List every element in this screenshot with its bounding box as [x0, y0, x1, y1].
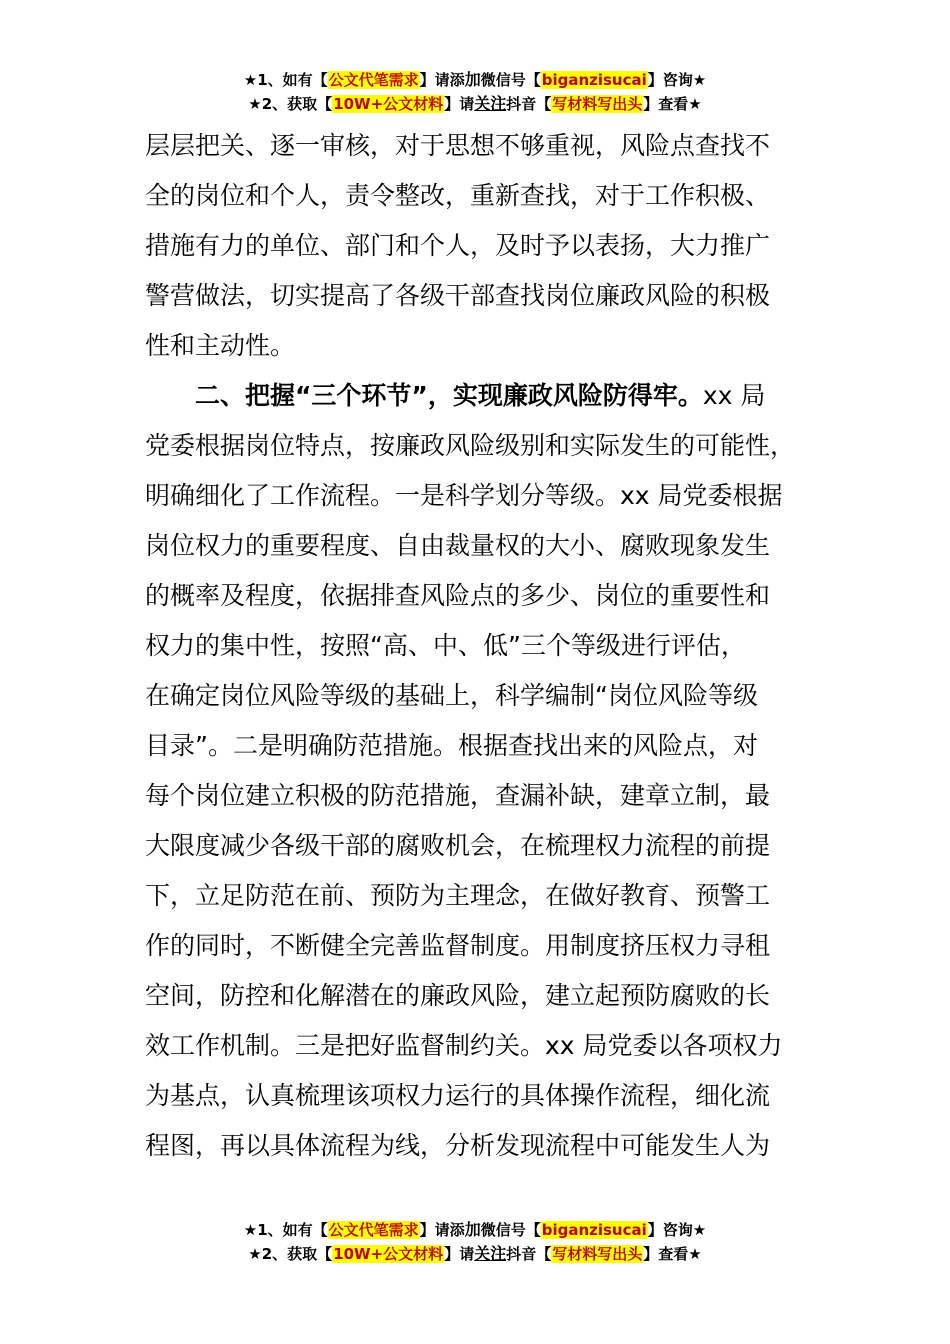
- banner-line-2: [0, 1242, 950, 1266]
- paragraph-line: 作的同时，不断健全完善监督制度。用制度挤压权力寻租: [145, 931, 771, 960]
- paragraph-line: 权力的集中性，按照“高、中、低”三个等级进行评估，: [145, 631, 746, 660]
- footer-banner: [0, 1218, 950, 1266]
- paragraph-line: 大限度减少各级干部的腐败机会，在梳理权力流程的前提: [145, 831, 771, 860]
- banner-text: ★2、获取【: [248, 1245, 333, 1263]
- banner-highlight-wechat: biganzisucai: [541, 1221, 647, 1239]
- banner-highlight-materials: 10W+公文材料: [333, 95, 444, 113]
- paragraph-line: 每个岗位建立积极的防范措施，查漏补缺，建章立制，最: [145, 781, 771, 810]
- paragraph-line: 为基点，认真梳理该项权力运行的具体操作流程，细化流: [145, 1081, 771, 1110]
- banner-text: 抖音【: [506, 95, 552, 113]
- banner-highlight-service: 公文代笔需求: [328, 71, 419, 89]
- paragraph-line: 岗位权力的重要程度、自由裁量权的大小、腐败现象发生: [145, 531, 771, 560]
- banner-text: 加: [464, 1220, 481, 1239]
- banner-text: 】咨询★: [647, 1221, 707, 1239]
- banner-text: 】请添: [419, 71, 465, 89]
- paragraph-1: [145, 121, 810, 371]
- paragraph-line: 程图，再以具体流程为线，分析发现流程中可能发生人为: [145, 1131, 771, 1160]
- header-banner: [0, 68, 950, 116]
- paragraph-2: [145, 371, 810, 1171]
- section-heading: 二、把握“三个环节”，实现廉政风险防得牢。: [195, 381, 703, 410]
- banner-text: ★1、如有【: [243, 71, 328, 89]
- banner-line-1: [0, 68, 950, 92]
- paragraph-first-line: [145, 371, 810, 421]
- banner-text: 】查看★: [643, 95, 702, 113]
- banner-text: 】请: [444, 95, 475, 113]
- banner-text: ★1、如有【: [243, 1221, 328, 1239]
- banner-highlight-wechat: biganzisucai: [541, 71, 647, 89]
- paragraph-line: 明确细化了工作流程。一是科学划分等级。xx 局党委根据: [145, 481, 783, 510]
- banner-line-2: [0, 92, 950, 116]
- paragraph-line: 空间，防控和化解潜在的廉政风险，建立起预防腐败的长: [145, 981, 771, 1010]
- banner-highlight-douyin: 写材料写出头: [552, 95, 643, 113]
- banner-text: 】查看★: [643, 1245, 702, 1263]
- paragraph-line: 警营做法，切实提高了各级干部查找岗位廉政风险的积极: [145, 281, 771, 310]
- banner-highlight-materials: 10W+公文材料: [333, 1245, 444, 1263]
- banner-text: 】请: [444, 1245, 475, 1263]
- paragraph-line: 下，立足防范在前、预防为主理念，在做好教育、预警工: [145, 881, 771, 910]
- paragraph-line: 措施有力的单位、部门和个人，及时予以表扬，大力推广: [145, 231, 771, 260]
- paragraph-line: 层层把关、逐一审核，对于思想不够重视，风险点查找不: [145, 131, 771, 160]
- banner-text: 】请添: [419, 1221, 465, 1239]
- paragraph-line: 在确定岗位风险等级的基础上，科学编制“岗位风险等级: [145, 681, 758, 710]
- paragraph-line: 全的岗位和个人，责令整改，重新查找，对于工作积极、: [145, 181, 771, 210]
- paragraph-line: 性和主动性。: [145, 331, 296, 360]
- banner-text: 微信号【: [480, 71, 541, 89]
- document-body: [145, 121, 810, 1171]
- banner-text: 加: [464, 70, 481, 89]
- paragraph-line: 的概率及程度，依据排查风险点的多少、岗位的重要性和: [145, 581, 771, 610]
- banner-text: 】咨询★: [647, 71, 707, 89]
- banner-text: 抖音【: [506, 1245, 552, 1263]
- paragraph-line: 党委根据岗位特点，按廉政风险级别和实际发生的可能性，: [145, 431, 796, 460]
- paragraph-text: xx 局: [702, 381, 766, 410]
- banner-line-1: [0, 1218, 950, 1242]
- banner-text: ★2、获取【: [248, 95, 333, 113]
- banner-text: 关注: [474, 94, 507, 113]
- banner-text: 关注: [474, 1244, 507, 1263]
- banner-highlight-douyin: 写材料写出头: [552, 1245, 643, 1263]
- banner-highlight-service: 公文代笔需求: [328, 1221, 419, 1239]
- banner-text: 微信号【: [480, 1221, 541, 1239]
- paragraph-line: 效工作机制。三是把好监督制约关。xx 局党委以各项权力: [145, 1031, 783, 1060]
- paragraph-line: 目录”。二是明确防范措施。根据查找出来的风险点，对: [145, 731, 758, 760]
